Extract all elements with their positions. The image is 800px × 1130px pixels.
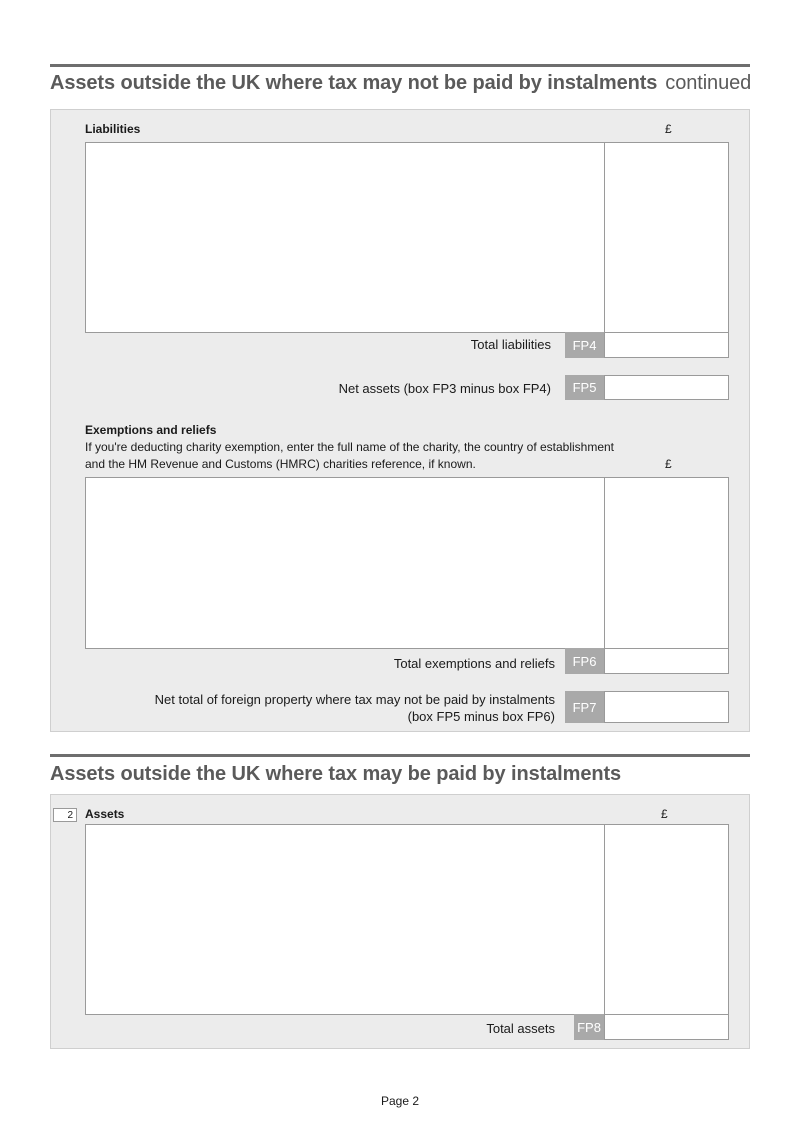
- assets-description-field[interactable]: [85, 824, 605, 1015]
- total-liabilities-label: Total liabilities: [470, 337, 551, 352]
- fp7-net-total-field[interactable]: [604, 691, 729, 723]
- instalments-panel: [50, 794, 750, 1049]
- section-heading-instalments: Assets outside the UK where tax may be paid by instalments: [50, 763, 622, 785]
- net-assets-label: Net assets (box FP3 minus box FP4): [338, 381, 551, 396]
- question-number-box: 2: [53, 808, 77, 822]
- exemptions-instruction-line1: If you're deducting charity exemption, enter the full name of the charity, the country of establishment: [85, 440, 615, 454]
- exemptions-currency: £: [665, 457, 672, 471]
- liabilities-description-field[interactable]: [85, 142, 605, 333]
- exemptions-instruction-line2: and the HM Revenue and Customs (HMRC) charities reference, if known.: [85, 457, 476, 471]
- section-rule-instalments: [50, 754, 750, 757]
- section-rule-top: [50, 64, 750, 67]
- net-total-label-line2: (box FP5 minus box FP6): [407, 709, 555, 724]
- assets-label: Assets: [85, 807, 125, 821]
- continued-label: continued: [665, 72, 752, 94]
- assets-amount-field[interactable]: [604, 824, 729, 1015]
- fp8-box-code: FP8: [574, 1014, 604, 1040]
- exemptions-amount-field[interactable]: [604, 477, 729, 649]
- exemptions-label: Exemptions and reliefs: [85, 423, 217, 437]
- section-title: Assets outside the UK where tax may not be paid by instalments: [50, 72, 658, 94]
- liabilities-label: Liabilities: [85, 122, 141, 136]
- liabilities-amount-field[interactable]: [604, 142, 729, 333]
- fp6-box-code: FP6: [565, 648, 604, 674]
- fp8-total-assets-field[interactable]: [604, 1014, 729, 1040]
- page-number: Page 2: [380, 1094, 420, 1108]
- fp4-box-code: FP4: [565, 332, 604, 358]
- assets-currency: £: [661, 807, 668, 821]
- total-assets-label: Total assets: [486, 1021, 555, 1036]
- fp5-net-assets-field[interactable]: [604, 375, 729, 400]
- exemptions-description-field[interactable]: [85, 477, 605, 649]
- net-total-label-line1: Net total of foreign property where tax may not be paid by instalments: [154, 692, 555, 707]
- fp6-total-exemptions-field[interactable]: [604, 648, 729, 674]
- liabilities-currency: £: [665, 122, 672, 136]
- fp7-box-code: FP7: [565, 691, 604, 723]
- total-exemptions-label: Total exemptions and reliefs: [393, 656, 555, 671]
- fp4-total-liabilities-field[interactable]: [604, 332, 729, 358]
- section-heading-not-instalments: [50, 72, 751, 95]
- fp5-box-code: FP5: [565, 375, 604, 400]
- not-instalments-panel: [50, 109, 750, 732]
